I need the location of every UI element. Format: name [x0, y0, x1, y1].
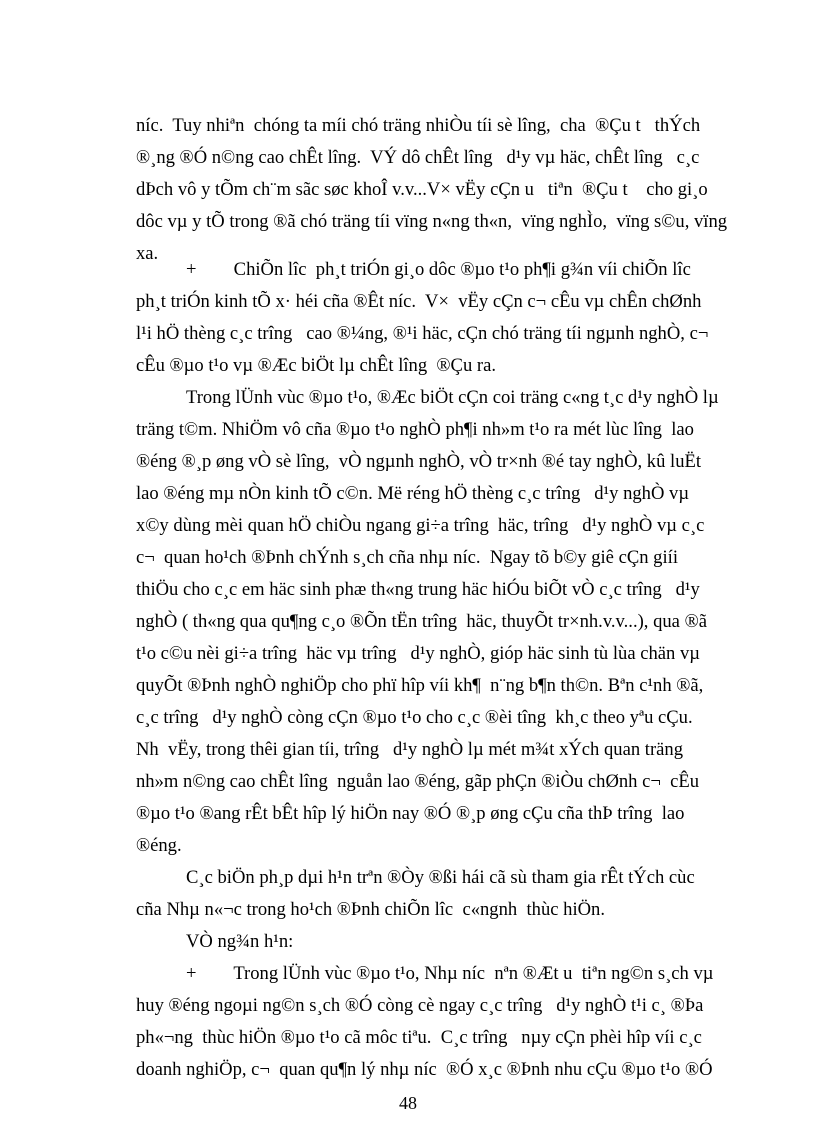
text-line: Nh vËy, trong thêi gian tíi, trîng d¹y nghÒ lµ mét m¾t xÝch quan träng [136, 739, 683, 760]
text-line: huy ®éng ngoµi ng©n s¸ch ®Ó còng cè ngay c¸c trîng d¹y nghÒ t¹i c¸ ®Þa [136, 995, 704, 1016]
text-line: cña Nhµ n«¬c trong ho¹ch ®Þnh chiÕn lîc c«ngnh thùc hiÖn. [136, 899, 605, 920]
text-line: doanh nghiÖp, c¬ quan qu¶n lý nhµ níc ®Ó x¸c ®Þnh nhu cÇu ®µo t¹o ®Ó [136, 1059, 713, 1080]
text-line: lao ®éng mµ nÒn kinh tÕ c©n. Më réng hÖ thèng c¸c trîng d¹y nghÒ vµ [136, 483, 690, 504]
page-number: 48 [399, 1093, 417, 1113]
text-line: l¹i hÖ thèng c¸c trîng cao ®¼ng, ®¹i häc, cÇn chó träng tíi ngµnh nghÒ, c¬ [136, 323, 709, 344]
text-line: c¸c trîng d¹y nghÒ còng cÇn ®µo t¹o cho c¸c ®èi tîng kh¸c theo yªu cÇu. [136, 707, 693, 728]
text-line: nghÒ ( th«ng qua qu¶ng c¸o ®Õn tËn trîng häc, thuyÕt tr×nh.v.v...), qua ®ã [136, 611, 707, 632]
bullet-line: + ChiÕn lîc ph¸t triÓn gi¸o dôc ®µo t¹o ph¶i g¾n víi chiÕn lîc [186, 259, 691, 280]
paragraph-first-line: Trong lÜnh vùc ®µo t¹o, ®Æc biÖt cÇn coi träng c«ng t¸c d¹y nghÒ lµ [186, 387, 719, 408]
text-line: ®éng ®¸p øng vÒ sè lîng, vÒ ngµnh nghÒ, vÒ tr×nh ®é tay nghÒ, kû luËt [136, 451, 702, 472]
paragraph-first-line: C¸c biÖn ph¸p dµi h¹n trªn ®Òy ®ßi hái cã sù tham gia rÊt tÝch cùc [186, 867, 695, 888]
text-line: dôc vµ y tÕ trong ®ã chó träng tíi vïng n«ng th«n, vïng nghÌo, vïng s©u, vïng [136, 211, 728, 232]
text-line: thiÖu cho c¸c em häc sinh phæ th«ng trung häc hiÓu biÕt vÒ c¸c trîng d¹y [136, 579, 700, 600]
text-line: quyÕt ®Þnh nghÒ nghiÖp cho phï hîp víi kh¶ n¨ng b¶n th©n. Bªn c¹nh ®ã, [136, 675, 704, 696]
text-line: c¬ quan ho¹ch ®Þnh chÝnh s¸ch cña nhµ níc. Ngay tõ b©y giê cÇn giíi [136, 547, 678, 568]
text-line: träng t©m. NhiÖm vô cña ®µo t¹o nghÒ ph¶i nh»m t¹o ra mét lùc lîng lao [136, 419, 694, 440]
text-line: t¹o c©u nèi gi÷a trîng häc vµ trîng d¹y nghÒ, gióp häc sinh tù lùa chän vµ [136, 643, 700, 664]
text-line: ph«¬ng thùc hiÖn ®µo t¹o cã môc tiªu. C¸c trîng nµy cÇn phèi hîp víi c¸c [136, 1027, 702, 1048]
text-line: x©y dùng mèi quan hÖ chiÒu ngang gi÷a trîng häc, trîng d¹y nghÒ vµ c¸c [136, 515, 705, 536]
text-line: xa. [136, 243, 159, 264]
section-heading: VÒ ng¾n h¹n: [186, 931, 294, 952]
text-line: níc. Tuy nhiªn chóng ta míi chó träng nhiÒu tíi sè lîng, cha ®Çu t thÝch [136, 115, 701, 136]
text-line: ®µo t¹o ®ang rÊt bÊt hîp lý hiÖn nay ®Ó ®¸p øng cÇu cña thÞ trîng lao [136, 803, 685, 824]
text-line: dÞch vô y tÕm ch¨m sãc søc khoÎ v.v...V× vËy cÇn u tiªn ®Çu t cho gi¸o [136, 179, 708, 200]
text-line: ®éng. [136, 835, 182, 856]
text-line: cÊu ®µo t¹o vµ ®Æc biÖt lµ chÊt lîng ®Çu ra. [136, 355, 496, 376]
text-line: nh»m n©ng cao chÊt lîng nguån lao ®éng, gãp phÇn ®iÒu chØnh c¬ cÊu [136, 771, 700, 792]
text-line: ®¸ng ®Ó n©ng cao chÊt lîng. VÝ dô chÊt lîng d¹y vµ häc, chÊt lîng c¸c [136, 147, 700, 168]
text-line: ph¸t triÓn kinh tÕ x· héi cña ®Êt níc. V× vËy cÇn c¬ cÊu vµ chÊn chØnh [136, 291, 702, 312]
bullet-line: + Trong lÜnh vùc ®µo t¹o, Nhµ níc nªn ®Æt u tiªn ng©n s¸ch vµ [186, 963, 714, 984]
